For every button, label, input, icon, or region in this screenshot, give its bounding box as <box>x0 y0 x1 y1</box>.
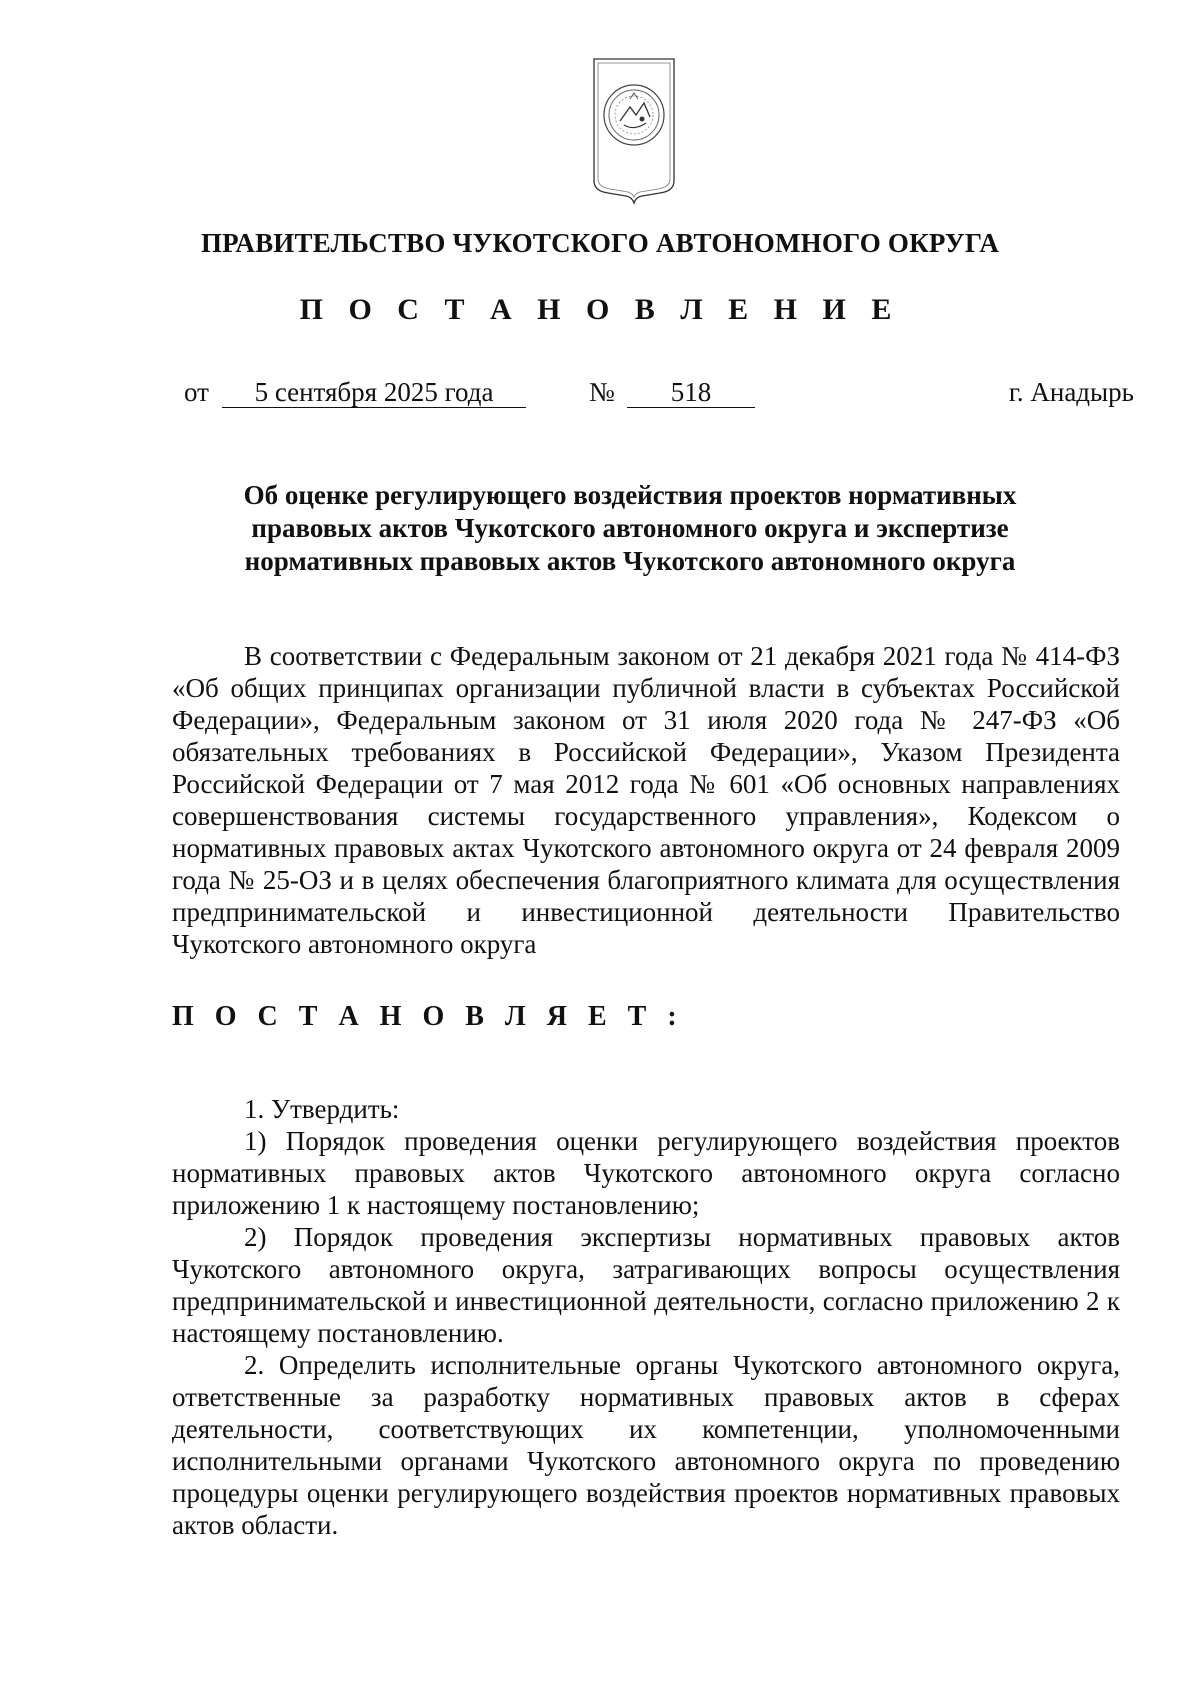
document-date: 5 сентября 2025 года <box>222 377 526 408</box>
date-prefix: от <box>184 377 209 407</box>
subject-line: нормативных правовых актов Чукотского автономного округа <box>244 546 1016 576</box>
government-title: ПРАВИТЕЛЬСТВО ЧУКОТСКОГО АВТОНОМНОГО ОКРУГА <box>200 228 1000 258</box>
number-sign: № <box>589 377 615 407</box>
decree-items <box>172 1093 1120 1541</box>
coat-of-arms-icon <box>590 55 678 205</box>
preamble <box>172 640 1120 960</box>
document-type: П О С Т А Н О В Л Е Н И Е <box>299 293 901 326</box>
subject-line: Об оценке регулирующего воздействия проектов нормативных <box>243 480 1017 510</box>
item-1: 1. Утвердить: <box>244 1094 400 1124</box>
item-2: 2. Определить исполнительные органы Чукотского автономного округа, ответственные за разработку нормативных правовых актов в сферах деятельности, соответствующих их компетенции, уполномоченными исполнительными органами Чукотского автономного округа по проведению процедуры оценки регулирующего воздействия проектов нормативных правовых актов области. <box>172 1350 1120 1540</box>
subject-line: правовых актов Чукотского автономного округа и экспертизе <box>251 513 1009 543</box>
document-subject <box>200 479 1060 578</box>
decree-heading: П О С Т А Н О В Л Я Е Т : <box>172 1001 684 1032</box>
document-city: г. Анадырь <box>1008 377 1134 407</box>
document-number: 518 <box>627 377 755 408</box>
item-1-1: 1) Порядок проведения оценки регулирующего воздействия проектов нормативных правовых актов Чукотского автономного округа согласно приложению 1 к настоящему постановлению; <box>172 1126 1120 1220</box>
item-1-2: 2) Порядок проведения экспертизы нормативных правовых актов Чукотского автономного округа, затрагивающих вопросы осуществления предпринимательской и инвестиционной деятельности, согласно приложению 2 к настоящему постановлению. <box>172 1222 1120 1348</box>
preamble-text: В соответствии с Федеральным законом от 21 декабря 2021 года № 414-ФЗ «Об общих принципах организации публичной власти в субъектах Российской Федерации», Федеральным законом от 31 июля 2020 года № 247-ФЗ «Об обязательных требованиях в Российской Федерации», Указом Президента Российской Федерации от 7 мая 2012 года № 601 «Об основных направлениях совершенствования системы государственного управления», Кодексом о нормативных правовых актах Чукотского автономного округа от 24 февраля 2009 года № 25-ОЗ и в целях обеспечения благоприятного климата для осуществления предпринимательской и инвестиционной деятельности Правительство Чукотского автономного округа <box>172 641 1120 959</box>
